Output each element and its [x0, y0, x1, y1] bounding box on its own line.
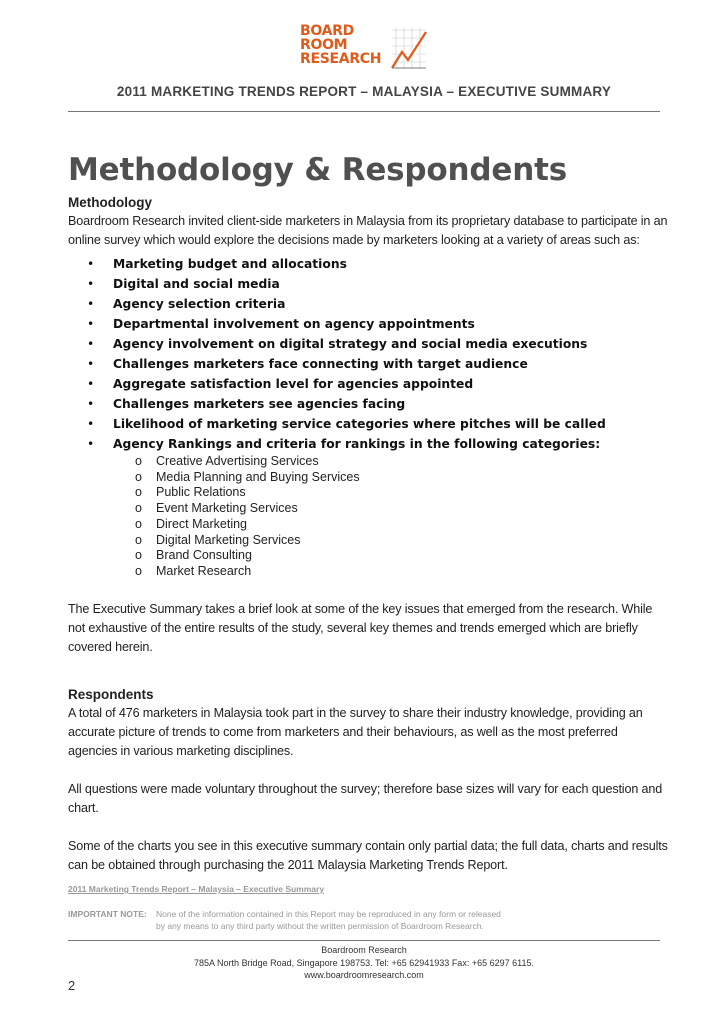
sub-list-item: [68, 454, 668, 470]
list-item: [68, 414, 668, 434]
list-item: [68, 354, 668, 374]
company-address: 785A North Bridge Road, Singapore 198753. Tel: +65 62941933 Fax: +65 6297 6115.: [194, 957, 534, 968]
important-note-line-2: by any means to any third party without the written permission of Boardroom Research.: [156, 921, 484, 931]
boardroom-research-logo: [300, 24, 430, 76]
circle-bullet-icon: o: [135, 532, 142, 547]
rising-chart-icon: [390, 24, 430, 72]
circle-bullet-icon: o: [135, 485, 142, 500]
company-website-link[interactable]: www.boardroomresearch.com: [304, 970, 424, 980]
list-item-text: Challenges marketers see agencies facing: [113, 397, 406, 411]
list-item-text: Agency involvement on digital strategy and social media executions: [113, 337, 588, 351]
sub-list-item: [68, 470, 668, 486]
list-item: [68, 334, 668, 354]
respondents-paragraph-3: Some of the charts you see in this executive summary contain only partial data; the full data, charts and results can be obtained through purchasing the 2011 Malaysia Marketing Trends Report.: [68, 838, 668, 872]
logo-line-board: BOARD: [300, 23, 354, 39]
list-item-text: Aggregate satisfaction level for agencies appointed: [113, 377, 474, 391]
contact-block: [0, 944, 728, 982]
methodology-heading: Methodology: [68, 195, 152, 210]
logo-wordmark: [300, 24, 381, 66]
important-note-line-1: None of the information contained in this Report may be reproduced in any form or released: [156, 909, 501, 919]
page-title: Methodology & Respondents: [68, 152, 567, 188]
logo-line-room: ROOM: [300, 37, 348, 53]
list-item: [68, 434, 668, 454]
bullet-icon: •: [87, 377, 95, 391]
sub-list-item-text: Public Relations: [156, 485, 246, 500]
list-item-text: Agency selection criteria: [113, 297, 286, 311]
bullet-icon: •: [87, 337, 95, 351]
list-item-text: Marketing budget and allocations: [113, 257, 347, 271]
agency-category-list: [68, 454, 668, 580]
sub-list-item-text: Event Marketing Services: [156, 501, 298, 516]
bullet-icon: •: [87, 397, 95, 411]
respondents-paragraph-2: All questions were made voluntary throughout the survey; therefore base sizes will vary for each question and chart.: [68, 781, 663, 815]
sub-list-item-text: Brand Consulting: [156, 548, 252, 563]
list-item-text: Digital and social media: [113, 277, 280, 291]
bullet-icon: •: [87, 297, 95, 311]
circle-bullet-icon: o: [135, 501, 142, 516]
list-item: [68, 274, 668, 294]
sub-list-item: [68, 564, 668, 580]
bullet-icon: •: [87, 357, 95, 371]
list-item-text: Departmental involvement on agency appointments: [113, 317, 475, 331]
important-note: [68, 908, 501, 932]
sub-list-item-text: Digital Marketing Services: [156, 532, 301, 547]
logo-line-research: RESEARCH: [300, 51, 382, 67]
topic-list: [68, 254, 668, 454]
sub-list-item: [68, 517, 668, 533]
circle-bullet-icon: o: [135, 469, 142, 484]
list-item: [68, 254, 668, 274]
respondents-paragraph-1: A total of 476 marketers in Malaysia took part in the survey to share their industry knowledge, providing an accurate picture of trends to come from marketers and their behaviours, as well as the most preferred agencies in various marketing disciplines.: [68, 705, 643, 758]
footer-divider: [68, 940, 660, 941]
sub-list-item-text: Media Planning and Buying Services: [156, 469, 360, 484]
sub-list-item-text: Direct Marketing: [156, 516, 247, 531]
circle-bullet-icon: o: [135, 516, 142, 531]
sub-list-item: [68, 501, 668, 517]
main-content: [68, 150, 668, 875]
important-note-label: IMPORTANT NOTE:: [68, 909, 147, 919]
list-item-text: Agency Rankings and criteria for rankings in the following categories:: [113, 437, 601, 451]
sub-list-item-text: Creative Advertising Services: [156, 454, 319, 468]
circle-bullet-icon: o: [135, 548, 142, 563]
header-divider: [68, 111, 660, 112]
sub-list-item: [68, 533, 668, 549]
methodology-intro: Boardroom Research invited client-side marketers in Malaysia from its proprietary database to participate in an online survey which would explore the decisions made by marketers looking at a variety of areas such as:: [68, 214, 668, 247]
respondents-heading: Respondents: [68, 686, 154, 702]
list-item-text: Likelihood of marketing service categories where pitches will be called: [113, 417, 606, 431]
sub-list-item: [68, 548, 668, 564]
circle-bullet-icon: o: [135, 563, 142, 578]
footer-report-title: 2011 Marketing Trends Report – Malaysia – Executive Summary: [68, 884, 325, 894]
list-item: [68, 374, 668, 394]
bullet-icon: •: [87, 257, 95, 271]
page-number: 2: [68, 978, 76, 993]
list-item: [68, 314, 668, 334]
company-name: Boardroom Research: [321, 945, 407, 955]
bullet-icon: •: [87, 317, 95, 331]
sub-list-item-text: Market Research: [156, 563, 252, 578]
list-item: [68, 294, 668, 314]
sub-list-item: [68, 485, 668, 501]
executive-summary-paragraph: The Executive Summary takes a brief look at some of the key issues that emerged from the research. While not exhaustive of the entire results of the study, several key themes and trends emerged which are briefly covered herein.: [68, 601, 653, 654]
list-item: [68, 394, 668, 414]
bullet-icon: •: [87, 277, 95, 291]
bullet-icon: •: [87, 437, 95, 451]
report-header-title: 2011 MARKETING TRENDS REPORT – MALAYSIA – EXECUTIVE SUMMARY: [116, 84, 612, 99]
circle-bullet-icon: o: [135, 454, 142, 468]
bullet-icon: •: [87, 417, 95, 431]
list-item-text: Challenges marketers face connecting with target audience: [113, 357, 528, 371]
